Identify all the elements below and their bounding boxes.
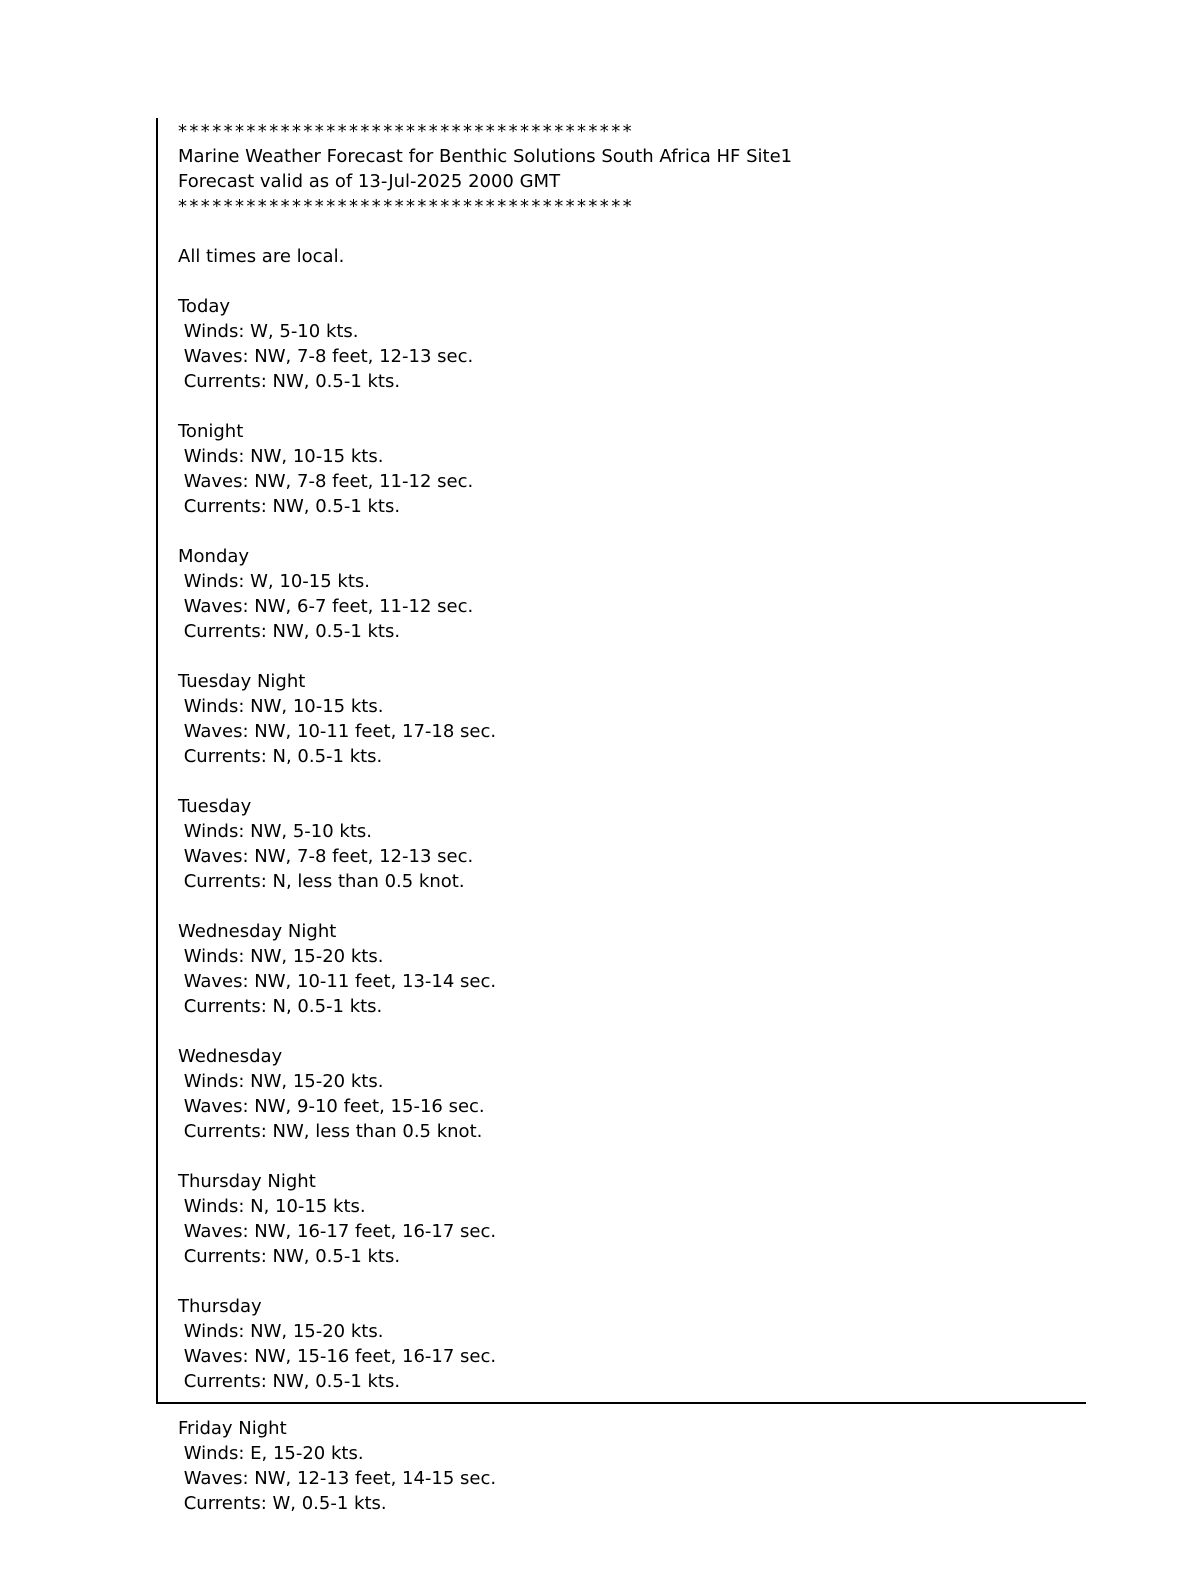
- forecast-title: Marine Weather Forecast for Benthic Solutions South Africa HF Site1: [178, 146, 793, 167]
- waves-line: Waves: NW, 9-10 feet, 15-16 sec.: [178, 1096, 485, 1117]
- section-tuesday-night: [178, 669, 1086, 769]
- winds-line: Winds: NW, 15-20 kts.: [178, 946, 384, 967]
- winds-line: Winds: NW, 5-10 kts.: [178, 821, 372, 842]
- section-thursday: [178, 1294, 1086, 1394]
- period-label: Tuesday: [178, 796, 252, 817]
- forecast-valid-line: Forecast valid as of 13-Jul-2025 2000 GMT: [178, 171, 561, 192]
- section-wednesday-night: [178, 919, 1086, 1019]
- period-label: Wednesday Night: [178, 921, 337, 942]
- separator-line-top: ****************************************: [178, 121, 634, 142]
- below-rule-region: [178, 1416, 496, 1516]
- waves-line: Waves: NW, 6-7 feet, 11-12 sec.: [178, 596, 474, 617]
- waves-line: Waves: NW, 10-11 feet, 13-14 sec.: [178, 971, 497, 992]
- section-thursday-night: [178, 1169, 1086, 1269]
- waves-line: Waves: NW, 7-8 feet, 11-12 sec.: [178, 471, 474, 492]
- currents-line: Currents: NW, 0.5-1 kts.: [178, 1246, 401, 1267]
- section-tonight: [178, 419, 1086, 519]
- waves-line: Waves: NW, 7-8 feet, 12-13 sec.: [178, 846, 474, 867]
- period-label: Thursday Night: [178, 1171, 316, 1192]
- section-friday-night: [178, 1416, 496, 1516]
- currents-line: Currents: N, less than 0.5 knot.: [178, 871, 465, 892]
- separator-line-bottom: ****************************************: [178, 196, 634, 217]
- currents-line: Currents: W, 0.5-1 kts.: [178, 1493, 387, 1514]
- currents-line: Currents: NW, less than 0.5 knot.: [178, 1121, 483, 1142]
- waves-line: Waves: NW, 7-8 feet, 12-13 sec.: [178, 346, 474, 367]
- winds-line: Winds: NW, 15-20 kts.: [178, 1321, 384, 1342]
- waves-line: Waves: NW, 12-13 feet, 14-15 sec.: [178, 1468, 497, 1489]
- currents-line: Currents: NW, 0.5-1 kts.: [178, 621, 401, 642]
- currents-line: Currents: NW, 0.5-1 kts.: [178, 496, 401, 517]
- winds-line: Winds: NW, 10-15 kts.: [178, 446, 384, 467]
- forecast-frame: [156, 118, 1086, 1404]
- period-label: Thursday: [178, 1296, 262, 1317]
- winds-line: Winds: N, 10-15 kts.: [178, 1196, 366, 1217]
- section-monday: [178, 544, 1086, 644]
- section-wednesday: [178, 1044, 1086, 1144]
- period-label: Tonight: [178, 421, 244, 442]
- timezone-note: All times are local.: [178, 246, 345, 267]
- currents-line: Currents: NW, 0.5-1 kts.: [178, 371, 401, 392]
- winds-line: Winds: NW, 15-20 kts.: [178, 1071, 384, 1092]
- period-label: Tuesday Night: [178, 671, 306, 692]
- period-label: Wednesday: [178, 1046, 283, 1067]
- waves-line: Waves: NW, 16-17 feet, 16-17 sec.: [178, 1221, 497, 1242]
- winds-line: Winds: NW, 10-15 kts.: [178, 696, 384, 717]
- period-label: Monday: [178, 546, 250, 567]
- period-label: Today: [178, 296, 231, 317]
- winds-line: Winds: E, 15-20 kts.: [178, 1443, 364, 1464]
- currents-line: Currents: N, 0.5-1 kts.: [178, 996, 383, 1017]
- currents-line: Currents: NW, 0.5-1 kts.: [178, 1371, 401, 1392]
- winds-line: Winds: W, 10-15 kts.: [178, 571, 370, 592]
- period-label: Friday Night: [178, 1418, 287, 1439]
- section-tuesday: [178, 794, 1086, 894]
- section-today: [178, 294, 1086, 394]
- waves-line: Waves: NW, 15-16 feet, 16-17 sec.: [178, 1346, 497, 1367]
- currents-line: Currents: N, 0.5-1 kts.: [178, 746, 383, 767]
- winds-line: Winds: W, 5-10 kts.: [178, 321, 359, 342]
- waves-line: Waves: NW, 10-11 feet, 17-18 sec.: [178, 721, 497, 742]
